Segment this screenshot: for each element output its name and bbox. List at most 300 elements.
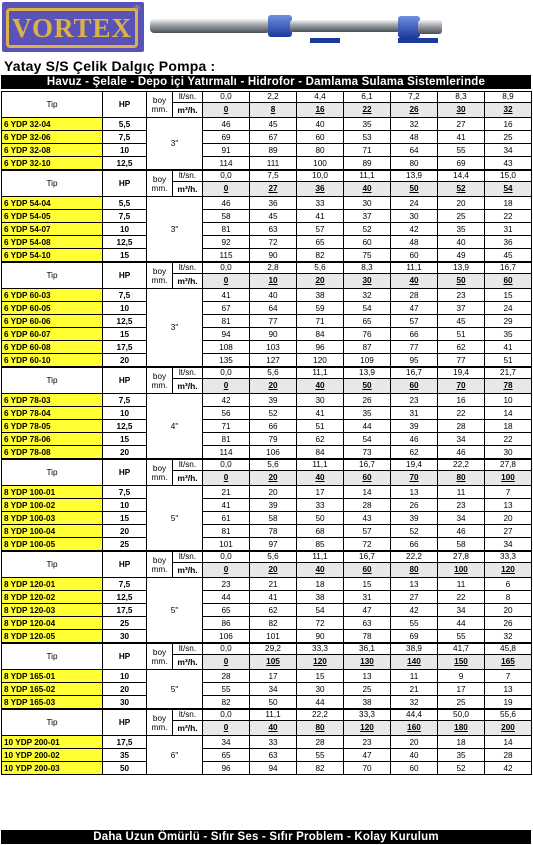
head-value: 90	[297, 630, 344, 643]
head-value: 81	[203, 315, 250, 328]
head-value: 18	[438, 736, 485, 749]
head-value: 20	[485, 512, 532, 525]
model-name: 6 YDP 60-05	[2, 302, 103, 315]
head-value: 103	[250, 341, 297, 354]
flow-ls-label: lt/sn.	[173, 644, 203, 655]
head-value: 80	[391, 157, 438, 170]
tip-header: Tip	[2, 552, 103, 578]
head-value: 63	[344, 617, 391, 630]
flow-m3-value: 30	[438, 103, 485, 118]
model-hp: 5,5	[103, 118, 147, 131]
head-value: 44	[203, 591, 250, 604]
table-row	[2, 210, 532, 223]
head-value: 7	[485, 486, 532, 499]
flow-ls-value: 21,7	[485, 368, 532, 379]
flow-m3-value: 8	[250, 103, 297, 118]
model-name: 8 YDP 120-03	[2, 604, 103, 617]
flow-m3-value: 40	[250, 721, 297, 736]
table-row	[2, 578, 532, 591]
flow-m3-value: 100	[485, 471, 532, 486]
flow-ls-label: lt/sn.	[173, 368, 203, 379]
head-value: 25	[438, 696, 485, 709]
boy-header: boy mm.	[147, 171, 173, 197]
head-value: 20	[438, 197, 485, 210]
head-value: 60	[391, 249, 438, 262]
head-value: 81	[203, 525, 250, 538]
head-value: 41	[203, 499, 250, 512]
flow-ls-value: 11,1	[297, 552, 344, 563]
model-name: 6 YDP 54-04	[2, 197, 103, 210]
flow-m3-value: 165	[485, 655, 532, 670]
page-subtitle: Yatay S/S Çelik Dalgıç Pompa :	[4, 58, 216, 74]
flow-ls-value: 11,1	[391, 263, 438, 274]
head-value: 17	[250, 670, 297, 683]
head-value: 89	[250, 144, 297, 157]
pump-diameter: 3"	[147, 118, 203, 170]
head-value: 27	[391, 591, 438, 604]
pump-tables	[1, 91, 531, 775]
head-value: 47	[391, 302, 438, 315]
head-value: 30	[391, 210, 438, 223]
head-value: 18	[297, 578, 344, 591]
head-value: 8	[485, 591, 532, 604]
head-value: 96	[203, 762, 250, 775]
flow-m3-value: 0	[203, 655, 250, 670]
table-row	[2, 249, 532, 262]
head-value: 67	[250, 131, 297, 144]
head-value: 26	[391, 499, 438, 512]
flow-ls-value: 33,3	[344, 710, 391, 721]
head-value: 72	[250, 236, 297, 249]
model-hp: 12,5	[103, 420, 147, 433]
table-row	[2, 683, 532, 696]
head-value: 53	[344, 131, 391, 144]
pump-table	[1, 709, 532, 775]
flow-ls-value: 14,4	[438, 171, 485, 182]
table-row	[2, 144, 532, 157]
vortex-logo	[2, 2, 144, 52]
head-value: 38	[297, 591, 344, 604]
tip-header: Tip	[2, 171, 103, 197]
head-value: 32	[391, 118, 438, 131]
model-hp: 5,5	[103, 197, 147, 210]
tip-header: Tip	[2, 710, 103, 736]
head-value: 22	[438, 407, 485, 420]
pump-table	[1, 91, 532, 170]
head-value: 20	[391, 736, 438, 749]
model-hp: 10	[103, 144, 147, 157]
header	[0, 0, 533, 58]
flow-ls-value: 13,9	[438, 263, 485, 274]
head-value: 20	[250, 486, 297, 499]
head-value: 30	[297, 394, 344, 407]
head-value: 27	[438, 118, 485, 131]
flow-ls-value: 2,2	[250, 92, 297, 103]
flow-ls-value: 7,5	[250, 171, 297, 182]
head-value: 67	[203, 302, 250, 315]
head-value: 34	[438, 433, 485, 446]
flow-m3-value: 0	[203, 563, 250, 578]
flow-ls-value: 0,0	[203, 710, 250, 721]
table-row	[2, 118, 532, 131]
flow-ls-label: lt/sn.	[173, 263, 203, 274]
head-value: 95	[391, 354, 438, 367]
flow-ls-value: 5,6	[297, 263, 344, 274]
head-value: 64	[391, 144, 438, 157]
head-value: 42	[203, 394, 250, 407]
head-value: 51	[297, 420, 344, 433]
head-value: 60	[391, 762, 438, 775]
flow-m3-value: 70	[391, 471, 438, 486]
flow-ls-value: 16,7	[391, 368, 438, 379]
table-row	[2, 670, 532, 683]
model-hp: 7,5	[103, 578, 147, 591]
head-value: 28	[297, 736, 344, 749]
head-value: 55	[203, 683, 250, 696]
flow-m3-value: 0	[203, 274, 250, 289]
pump-diameter: 5"	[147, 486, 203, 551]
table-row	[2, 433, 532, 446]
head-value: 10	[485, 394, 532, 407]
table-row	[2, 630, 532, 643]
head-value: 127	[250, 354, 297, 367]
head-value: 50	[297, 512, 344, 525]
model-hp: 25	[103, 617, 147, 630]
head-value: 28	[485, 749, 532, 762]
head-value: 41	[203, 289, 250, 302]
table-row	[2, 446, 532, 459]
head-value: 55	[438, 144, 485, 157]
head-value: 18	[485, 420, 532, 433]
model-name: 6 YDP 60-07	[2, 328, 103, 341]
head-value: 45	[485, 249, 532, 262]
head-value: 111	[250, 157, 297, 170]
head-value: 30	[485, 446, 532, 459]
head-value: 72	[344, 538, 391, 551]
flow-ls-value: 11,1	[250, 710, 297, 721]
flow-ls-value: 0,0	[203, 460, 250, 471]
flow-m3-label: m³/h.	[173, 721, 203, 736]
head-value: 32	[485, 630, 532, 643]
registered-mark: ®	[134, 4, 140, 13]
table-row	[2, 591, 532, 604]
model-name: 6 YDP 54-05	[2, 210, 103, 223]
flow-ls-value: 2,8	[250, 263, 297, 274]
model-name: 8 YDP 120-01	[2, 578, 103, 591]
table-row	[2, 289, 532, 302]
head-value: 42	[391, 223, 438, 236]
head-value: 100	[297, 157, 344, 170]
head-value: 72	[297, 617, 344, 630]
flow-m3-value: 80	[438, 471, 485, 486]
model-hp: 10	[103, 670, 147, 683]
head-value: 31	[391, 407, 438, 420]
head-value: 57	[391, 315, 438, 328]
head-value: 29	[485, 315, 532, 328]
flow-ls-value: 44,4	[391, 710, 438, 721]
head-value: 56	[203, 407, 250, 420]
flow-m3-value: 60	[391, 379, 438, 394]
head-value: 96	[297, 341, 344, 354]
head-value: 25	[344, 683, 391, 696]
head-value: 55	[297, 749, 344, 762]
flow-ls-value: 5,6	[250, 368, 297, 379]
head-value: 78	[250, 525, 297, 538]
model-hp: 15	[103, 512, 147, 525]
head-value: 39	[391, 420, 438, 433]
hp-header: HP	[103, 460, 147, 486]
head-value: 91	[203, 144, 250, 157]
head-value: 52	[438, 762, 485, 775]
table-row	[2, 328, 532, 341]
flow-m3-value: 0	[203, 721, 250, 736]
head-value: 15	[297, 670, 344, 683]
head-value: 106	[250, 446, 297, 459]
head-value: 34	[485, 538, 532, 551]
flow-m3-label: m³/h.	[173, 655, 203, 670]
head-value: 37	[344, 210, 391, 223]
head-value: 92	[203, 236, 250, 249]
table-row	[2, 354, 532, 367]
head-value: 52	[344, 223, 391, 236]
flow-m3-label: m³/h.	[173, 471, 203, 486]
head-value: 30	[344, 197, 391, 210]
flow-ls-label: lt/sn.	[173, 710, 203, 721]
model-hp: 25	[103, 538, 147, 551]
model-name: 6 YDP 60-10	[2, 354, 103, 367]
flow-ls-value: 0,0	[203, 368, 250, 379]
flow-m3-value: 40	[391, 274, 438, 289]
flow-ls-value: 16,7	[344, 460, 391, 471]
boy-header: boy mm.	[147, 263, 173, 289]
pump-table	[1, 262, 532, 367]
flow-m3-value: 60	[344, 563, 391, 578]
flow-ls-value: 38,9	[391, 644, 438, 655]
model-name: 6 YDP 32-10	[2, 157, 103, 170]
head-value: 28	[391, 289, 438, 302]
head-value: 43	[485, 157, 532, 170]
model-name: 6 YDP 32-08	[2, 144, 103, 157]
table-row	[2, 525, 532, 538]
flow-ls-label: lt/sn.	[173, 171, 203, 182]
head-value: 40	[438, 236, 485, 249]
flow-ls-value: 5,6	[250, 460, 297, 471]
flow-ls-value: 19,4	[391, 460, 438, 471]
flow-ls-value: 22,2	[297, 710, 344, 721]
model-hp: 7,5	[103, 486, 147, 499]
head-value: 46	[438, 446, 485, 459]
head-value: 45	[250, 118, 297, 131]
model-name: 8 YDP 165-01	[2, 670, 103, 683]
head-value: 35	[438, 749, 485, 762]
flow-ls-value: 33,3	[485, 552, 532, 563]
flow-m3-value: 30	[344, 274, 391, 289]
head-value: 9	[438, 670, 485, 683]
head-value: 81	[203, 223, 250, 236]
head-value: 16	[485, 118, 532, 131]
head-value: 51	[438, 328, 485, 341]
head-value: 41	[485, 341, 532, 354]
flow-m3-value: 160	[391, 721, 438, 736]
head-value: 54	[297, 604, 344, 617]
head-value: 33	[297, 499, 344, 512]
flow-m3-value: 27	[250, 182, 297, 197]
head-value: 57	[297, 223, 344, 236]
table-row	[2, 762, 532, 775]
flow-ls-label: lt/sn.	[173, 460, 203, 471]
head-value: 85	[297, 538, 344, 551]
head-value: 82	[203, 696, 250, 709]
head-value: 24	[391, 197, 438, 210]
head-value: 40	[391, 749, 438, 762]
pump-diameter: 3"	[147, 197, 203, 262]
table-row	[2, 197, 532, 210]
head-value: 44	[344, 420, 391, 433]
flow-ls-value: 8,3	[438, 92, 485, 103]
head-value: 63	[250, 749, 297, 762]
flow-ls-value: 11,1	[297, 460, 344, 471]
head-value: 31	[344, 591, 391, 604]
flow-m3-value: 40	[344, 182, 391, 197]
flow-m3-value: 54	[485, 182, 532, 197]
model-hp: 17,5	[103, 736, 147, 749]
flow-ls-value: 0,0	[203, 552, 250, 563]
head-value: 60	[344, 236, 391, 249]
head-value: 23	[344, 736, 391, 749]
head-value: 48	[391, 236, 438, 249]
flow-m3-value: 10	[250, 274, 297, 289]
head-value: 42	[391, 604, 438, 617]
head-value: 26	[344, 394, 391, 407]
head-value: 36	[485, 236, 532, 249]
head-value: 44	[438, 617, 485, 630]
head-value: 49	[438, 249, 485, 262]
head-value: 6	[485, 578, 532, 591]
model-hp: 12,5	[103, 236, 147, 249]
head-value: 46	[203, 197, 250, 210]
head-value: 94	[203, 328, 250, 341]
model-hp: 7,5	[103, 210, 147, 223]
model-hp: 15	[103, 433, 147, 446]
flow-m3-value: 100	[438, 563, 485, 578]
head-value: 28	[203, 670, 250, 683]
table-row	[2, 486, 532, 499]
head-value: 79	[250, 433, 297, 446]
head-value: 19	[485, 696, 532, 709]
head-value: 15	[485, 289, 532, 302]
head-value: 20	[485, 604, 532, 617]
model-name: 8 YDP 100-03	[2, 512, 103, 525]
hp-header: HP	[103, 171, 147, 197]
model-name: 8 YDP 100-04	[2, 525, 103, 538]
hp-header: HP	[103, 263, 147, 289]
head-value: 62	[391, 446, 438, 459]
model-name: 10 YDP 200-03	[2, 762, 103, 775]
flow-m3-value: 120	[485, 563, 532, 578]
head-value: 47	[344, 604, 391, 617]
model-hp: 12,5	[103, 157, 147, 170]
head-value: 62	[438, 341, 485, 354]
tip-header: Tip	[2, 460, 103, 486]
pump-table	[1, 551, 532, 643]
head-value: 21	[203, 486, 250, 499]
flow-ls-value: 8,3	[344, 263, 391, 274]
head-value: 14	[485, 407, 532, 420]
flow-ls-value: 19,4	[438, 368, 485, 379]
table-row	[2, 512, 532, 525]
head-value: 69	[203, 131, 250, 144]
flow-m3-value: 50	[438, 274, 485, 289]
flow-m3-value: 40	[297, 471, 344, 486]
head-value: 41	[297, 407, 344, 420]
head-value: 82	[250, 617, 297, 630]
model-name: 6 YDP 54-08	[2, 236, 103, 249]
head-value: 28	[344, 499, 391, 512]
head-value: 38	[344, 696, 391, 709]
head-value: 45	[438, 315, 485, 328]
flow-ls-value: 16,7	[485, 263, 532, 274]
flow-m3-value: 70	[438, 379, 485, 394]
head-value: 101	[203, 538, 250, 551]
model-hp: 50	[103, 762, 147, 775]
table-row	[2, 157, 532, 170]
flow-ls-value: 10,0	[297, 171, 344, 182]
head-value: 106	[203, 630, 250, 643]
head-value: 58	[203, 210, 250, 223]
head-value: 26	[485, 617, 532, 630]
model-name: 8 YDP 100-01	[2, 486, 103, 499]
model-hp: 10	[103, 223, 147, 236]
flow-m3-value: 78	[485, 379, 532, 394]
head-value: 82	[297, 762, 344, 775]
pump-diameter: 3"	[147, 289, 203, 367]
head-value: 32	[391, 696, 438, 709]
flow-ls-value: 0,0	[203, 263, 250, 274]
flow-ls-value: 5,6	[250, 552, 297, 563]
head-value: 66	[391, 328, 438, 341]
head-value: 86	[203, 617, 250, 630]
head-value: 108	[203, 341, 250, 354]
head-value: 43	[344, 512, 391, 525]
head-value: 59	[297, 302, 344, 315]
flow-m3-value: 26	[391, 103, 438, 118]
head-value: 28	[438, 420, 485, 433]
flow-ls-value: 29,2	[250, 644, 297, 655]
table-row	[2, 604, 532, 617]
model-name: 6 YDP 32-04	[2, 118, 103, 131]
pump-table	[1, 170, 532, 262]
head-value: 52	[391, 525, 438, 538]
flow-ls-value: 41,7	[438, 644, 485, 655]
head-value: 90	[250, 328, 297, 341]
head-value: 66	[250, 420, 297, 433]
head-value: 71	[344, 144, 391, 157]
head-value: 94	[250, 762, 297, 775]
flow-m3-value: 50	[344, 379, 391, 394]
table-row	[2, 538, 532, 551]
model-hp: 20	[103, 525, 147, 538]
head-value: 51	[485, 354, 532, 367]
head-value: 57	[344, 525, 391, 538]
flow-ls-value: 13,9	[391, 171, 438, 182]
flow-m3-value: 20	[250, 563, 297, 578]
head-value: 114	[203, 446, 250, 459]
model-hp: 15	[103, 328, 147, 341]
flow-ls-value: 36,1	[344, 644, 391, 655]
head-value: 35	[344, 407, 391, 420]
head-value: 90	[250, 249, 297, 262]
model-hp: 20	[103, 683, 147, 696]
